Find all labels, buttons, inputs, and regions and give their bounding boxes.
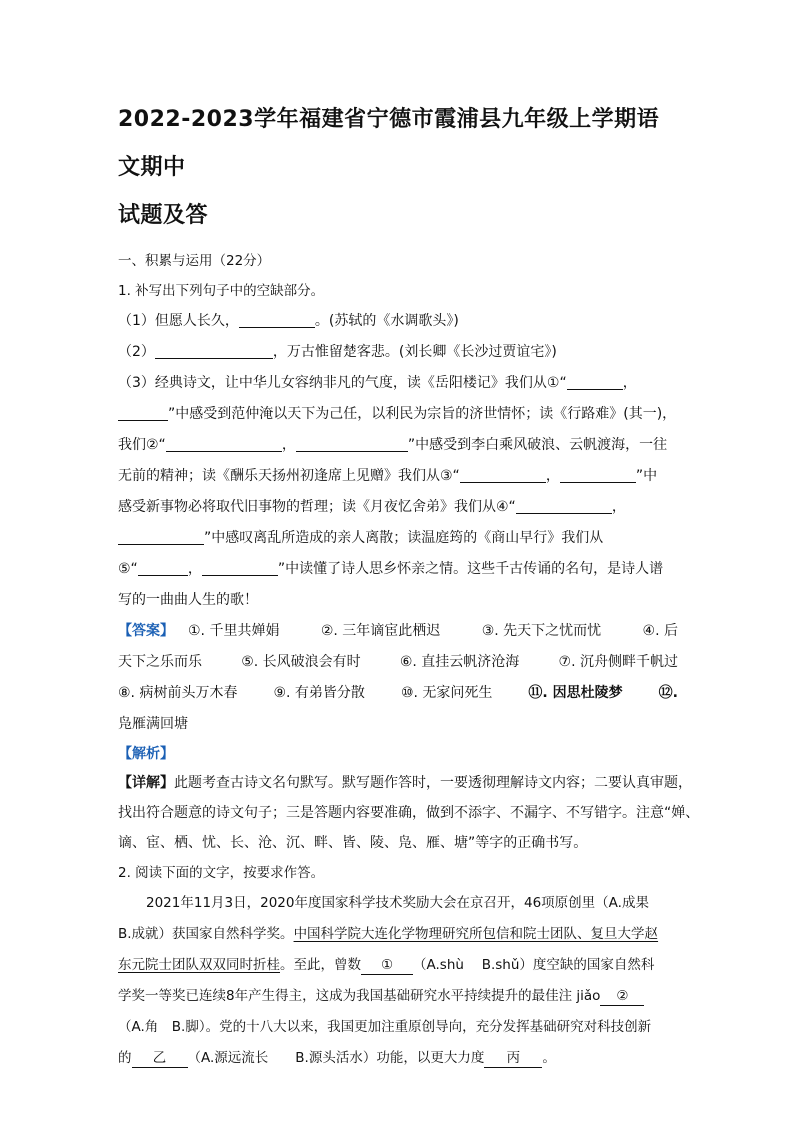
question-2-stem: 2. 阅读下面的文字，按要求作答。	[118, 865, 325, 881]
underlined-sentence: 东元院士团队双双同时折桂	[118, 957, 280, 973]
underlined-sentence: 中国科学院大连化学物理研究所包信和院士团队、复旦大学赵	[293, 926, 659, 942]
answer-row-1	[118, 616, 678, 647]
analysis-label: 【解析】	[118, 746, 174, 762]
answer-blank[interactable]	[118, 404, 168, 421]
analysis-detail: 【详解】此题考查古诗文名句默写。默写题作答时，一要透彻理解诗文内容；二要认真审题， 找出符合题意的诗文句子；三是答题内容要准确，做到不添字、不漏字、不写错字。注意“婵、 谪、宦、栖、忧、长、沧、沉、畔、皆、陵、凫、雁、塘”等字的正确书写。	[118, 775, 700, 851]
answer-item: ⑦. 沉舟侧畔千帆过	[558, 654, 678, 670]
q1-part-3-line-5: 感受新事物必将取代旧事物的哲理；读《月夜忆舍弟》我们从④“ ，	[118, 499, 626, 515]
fill-slot-4[interactable]: 丙	[484, 1049, 542, 1068]
answer-blank[interactable]	[460, 466, 546, 483]
answer-item: ⑪. 因思杜陵梦	[528, 685, 623, 701]
answer-item: ②. 三年谪宦此栖迟	[320, 623, 441, 639]
answer-item: ⑫.	[658, 685, 678, 701]
answer-item: ⑩. 无家问死生	[400, 685, 493, 701]
section-heading: 一、积累与运用（22分）	[118, 253, 271, 269]
answer-blank[interactable]	[202, 559, 278, 576]
q1-part-1: （1）但愿人长久， 。(苏轼的《水调歌头》)	[118, 313, 459, 329]
answer-label: 【答案】	[118, 623, 174, 639]
q1-part-3-line-3: 我们②“ ， ”中感受到李白乘风破浪、云帆渡海，一往	[118, 437, 668, 453]
answer-item: ⑤. 长风破浪会有时	[241, 654, 361, 670]
q1-part-2: （2） ，万古惟留楚客悲。(刘长卿《长沙过贾谊宅》)	[118, 344, 557, 360]
detail-label: 【详解】	[118, 775, 174, 791]
answer-blank[interactable]	[166, 435, 282, 452]
answer-row-4: 凫雁满回塘	[118, 716, 188, 732]
answer-item: 天下之乐而乐	[118, 654, 202, 670]
answer-item: ①. 千里共婵娟	[188, 623, 280, 639]
answer-item: ⑧. 病树前头万木春	[118, 685, 238, 701]
q1-part-3-line-6: ”中感叹离乱所造成的亲人离散；读温庭筠的《商山早行》我们从	[118, 523, 678, 554]
answer-blank[interactable]	[296, 435, 408, 452]
answer-blank[interactable]	[239, 311, 315, 328]
fill-slot-1[interactable]: ①	[361, 956, 413, 975]
title-line-2: 试题及答	[118, 203, 209, 228]
q1-part-3-line-1: （3）经典诗文，让中华儿女容纳非凡的气度，读《岳阳楼记》我们从①“ ，	[118, 375, 637, 391]
answer-blank[interactable]	[118, 528, 204, 545]
fill-slot-2[interactable]: ②	[600, 987, 644, 1006]
q1-part-3-line-8: 写的一曲曲人生的歌！	[118, 592, 258, 608]
answer-row-3	[118, 678, 678, 709]
answer-item: ⑥. 直挂云帆济沧海	[399, 654, 520, 670]
answer-blank[interactable]	[138, 559, 188, 576]
title-line-1: 2022-2023学年福建省宁德市霞浦县九年级上学期语文期中	[118, 107, 660, 180]
answer-blank[interactable]	[516, 497, 612, 514]
answer-item: ③. 先天下之忧而忧	[481, 623, 602, 639]
fill-slot-3[interactable]: 乙	[132, 1049, 188, 1068]
answer-item: ⑨. 有弟皆分散	[273, 685, 365, 701]
q1-part-3-line-2: ”中感受到范仲淹以天下为己任，以利民为宗旨的济世情怀；读《行路难》(其一)，	[118, 399, 678, 430]
question-1-stem: 1. 补写出下列句子中的空缺部分。	[118, 283, 325, 299]
q1-part-3-line-4: 无前的精神；读《酬乐天扬州初逢席上见赠》我们从③“ ， ”中	[118, 468, 658, 484]
answer-blank[interactable]	[560, 466, 636, 483]
document-page	[118, 96, 700, 1074]
q1-part-3-line-7: ⑤“ ， ”中读懂了诗人思乡怀亲之情。这些千古传诵的名句，是诗人谱	[118, 561, 664, 577]
answer-item: ④. 后	[642, 623, 678, 639]
document-title	[118, 96, 678, 240]
answer-blank[interactable]	[155, 342, 273, 359]
answer-row-2	[118, 647, 678, 678]
answer-blank[interactable]	[567, 373, 623, 390]
q2-passage: 2021年11月3日，2020年度国家科学技术奖励大会在京召开，46项原创里（A.成果 B.成就）获国家自然科学奖。中国科学院大连化学物理研究所包信和院士团队、复旦大学赵 东元院士团队双双同时折桂。至此，曾数 ① （A.shù B.shǔ）度空缺的国家自然科 学奖一等奖已连续8年产生得主，这成为我国基础研究水平持续提升的最佳注 jiǎo ② （A.角 B.脚）。党的十八大以来，我国更加注重原创导向，充分发挥基础研究对科技创新 的 乙 （A.源远流长 B.源头活水）功能，以更大力度 丙 。	[118, 895, 659, 1066]
